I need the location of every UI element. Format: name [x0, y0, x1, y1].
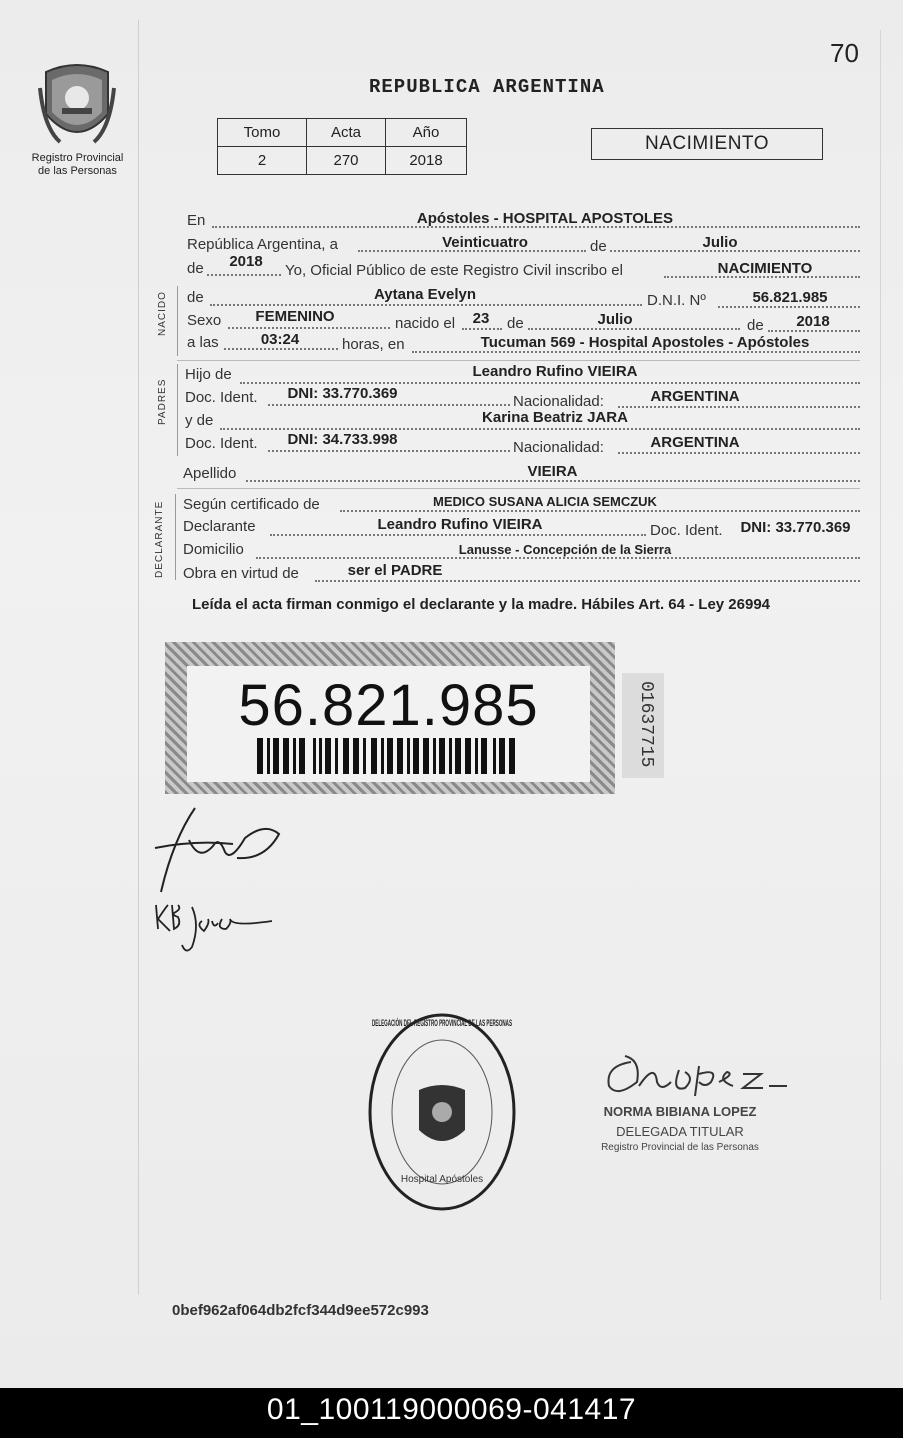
label-horas-en: horas, en — [342, 336, 405, 353]
month-value: Julio — [702, 234, 738, 251]
label-yo: Yo, Oficial Público de este Registro Civil inscribo el — [285, 262, 623, 279]
serial-sticker — [622, 673, 664, 778]
label-hijo-de: Hijo de — [185, 366, 232, 383]
mother-signature-icon — [152, 895, 277, 957]
label-de-nombre: de — [187, 289, 204, 306]
surname-value: VIEIRA — [527, 463, 578, 480]
dots — [240, 382, 860, 384]
mother-doc-value: DNI: 34.733.998 — [287, 431, 398, 448]
dots — [768, 330, 860, 332]
acting-as-value: ser el PADRE — [347, 562, 443, 579]
birth-year-value: 2018 — [796, 313, 830, 330]
label-apellido: Apellido — [183, 465, 237, 482]
officer-organization: Registro Provincial de las Personas — [601, 1142, 759, 1153]
label-en: En — [187, 212, 206, 229]
father-nationality-value: ARGENTINA — [650, 388, 740, 405]
section-separator — [177, 360, 860, 361]
document-title: REPUBLICA ARGENTINA — [369, 76, 605, 98]
birth-time-value: 03:24 — [260, 331, 300, 348]
dots — [270, 534, 646, 536]
label-republica: República Argentina, a — [187, 236, 338, 253]
certificate-value: MEDICO SUSANA ALICIA SEMCZUK — [433, 494, 657, 509]
birth-place-value: Tucuman 569 - Hospital Apostoles - Apóstoles — [480, 334, 810, 351]
label-y-de: y de — [185, 412, 214, 429]
label-doc-ident-declarante: Doc. Ident. — [650, 522, 723, 539]
left-margin-line — [138, 20, 139, 1295]
dots — [256, 557, 860, 559]
label-segun: Según certificado de — [183, 496, 320, 513]
dots — [220, 428, 860, 430]
dots — [618, 406, 860, 408]
dots — [207, 274, 281, 276]
serial-number: 01637715 — [636, 681, 656, 768]
footer-identifier: 01_100119000069-041417 — [266, 1393, 637, 1426]
label-de-dia: de — [507, 315, 524, 332]
registration-type-value: NACIMIENTO — [717, 260, 813, 277]
dni-sticker — [165, 642, 615, 794]
section-declarante: DECLARANTE — [154, 500, 165, 578]
mother-name-value: Karina Beatriz JARA — [482, 409, 628, 426]
tomo-header: Tomo — [218, 119, 307, 147]
label-de-anio: de — [187, 260, 204, 277]
logo-caption-line2: de las Personas — [38, 165, 117, 177]
right-margin-line — [880, 30, 881, 1300]
declarant-doc-value: DNI: 33.770.369 — [740, 519, 851, 536]
label-obra: Obra en virtud de — [183, 565, 299, 582]
closing-statement: Leída el acta firman conmigo el declarante y la madre. Hábiles Art. 64 - Ley 26994 — [192, 596, 771, 613]
section-padres: PADRES — [157, 378, 168, 425]
barcode-icon — [257, 738, 522, 774]
label-doc-ident-madre: Doc. Ident. — [185, 435, 258, 452]
dots — [228, 327, 390, 329]
dni-sticker-number: 56.821.985 — [238, 673, 539, 738]
logo-caption-line1: Registro Provincial — [31, 152, 124, 164]
section-nacido: NACIDO — [157, 291, 168, 336]
label-nacionalidad-padre: Nacionalidad: — [513, 393, 604, 410]
dots — [618, 452, 860, 454]
label-a-las: a las — [187, 334, 219, 351]
place-value: Apóstoles - HOSPITAL APOSTOLES — [416, 210, 674, 227]
child-dni-value: 56.821.985 — [752, 289, 828, 306]
address-value: Lanusse - Concepción de la Sierra — [458, 542, 672, 557]
stamp-inner-text: Hospital Apóstoles — [400, 1174, 484, 1185]
section-divider — [177, 286, 178, 356]
child-name-value: Aytana Evelyn — [374, 286, 476, 303]
officer-title: DELEGADA TITULAR — [616, 1124, 744, 1139]
declarant-signature-icon — [155, 800, 290, 895]
father-name-value: Leandro Rufino VIEIRA — [472, 363, 638, 380]
year-value: 2018 — [229, 253, 263, 270]
birth-month-value: Julio — [597, 311, 633, 328]
officer-signature-icon — [595, 1052, 790, 1102]
mother-nationality-value: ARGENTINA — [650, 434, 740, 451]
label-doc-ident-padre: Doc. Ident. — [185, 389, 258, 406]
declarant-name-value: Leandro Rufino VIEIRA — [377, 516, 543, 533]
registry-table — [217, 118, 467, 175]
dni-sticker-inner — [187, 666, 590, 782]
dots — [224, 348, 338, 350]
label-declarante: Declarante — [183, 518, 256, 535]
label-de-mes: de — [590, 238, 607, 255]
dots — [246, 480, 860, 482]
dots — [462, 328, 502, 330]
dots — [268, 450, 510, 452]
dots — [412, 351, 860, 353]
section-divider — [177, 364, 178, 456]
document-type-box: NACIMIENTO — [591, 128, 823, 160]
tomo-value: 2 — [218, 147, 307, 175]
page-number: 70 — [830, 38, 859, 68]
stamp-outer-text: DELEGACIÓN DEL REGISTRO PROVINCIAL DE LAS PERSONAS — [372, 1018, 649, 1028]
label-sexo: Sexo — [187, 312, 222, 329]
label-de-anio2: de — [747, 317, 764, 334]
officer-name: NORMA BIBIANA LOPEZ — [603, 1104, 757, 1119]
anio-header: Año — [386, 119, 467, 147]
label-domicilio: Domicilio — [183, 541, 244, 558]
anio-value: 2018 — [386, 147, 467, 175]
acta-header: Acta — [307, 119, 386, 147]
sex-value: FEMENINO — [255, 308, 335, 325]
dots — [315, 580, 860, 582]
section-divider — [175, 494, 176, 580]
dots — [268, 404, 510, 406]
dots — [340, 510, 860, 512]
acta-value: 270 — [307, 147, 386, 175]
logo-caption — [20, 152, 135, 178]
birth-day-value: 23 — [472, 310, 490, 327]
day-value: Veinticuatro — [442, 234, 528, 251]
father-doc-value: DNI: 33.770.369 — [287, 385, 398, 402]
section-separator — [177, 488, 860, 489]
registry-stamp-icon — [367, 1012, 649, 1212]
dots — [718, 306, 860, 308]
provincial-emblem-icon — [38, 58, 116, 150]
label-nacionalidad-madre: Nacionalidad: — [513, 439, 604, 456]
document-hash: 0bef962af064db2fcf344d9ee572c993 — [172, 1302, 429, 1319]
dots — [528, 328, 740, 330]
dots — [210, 304, 642, 306]
label-dni: D.N.I. Nº — [647, 292, 706, 309]
label-nacido-el: nacido el — [395, 315, 456, 332]
